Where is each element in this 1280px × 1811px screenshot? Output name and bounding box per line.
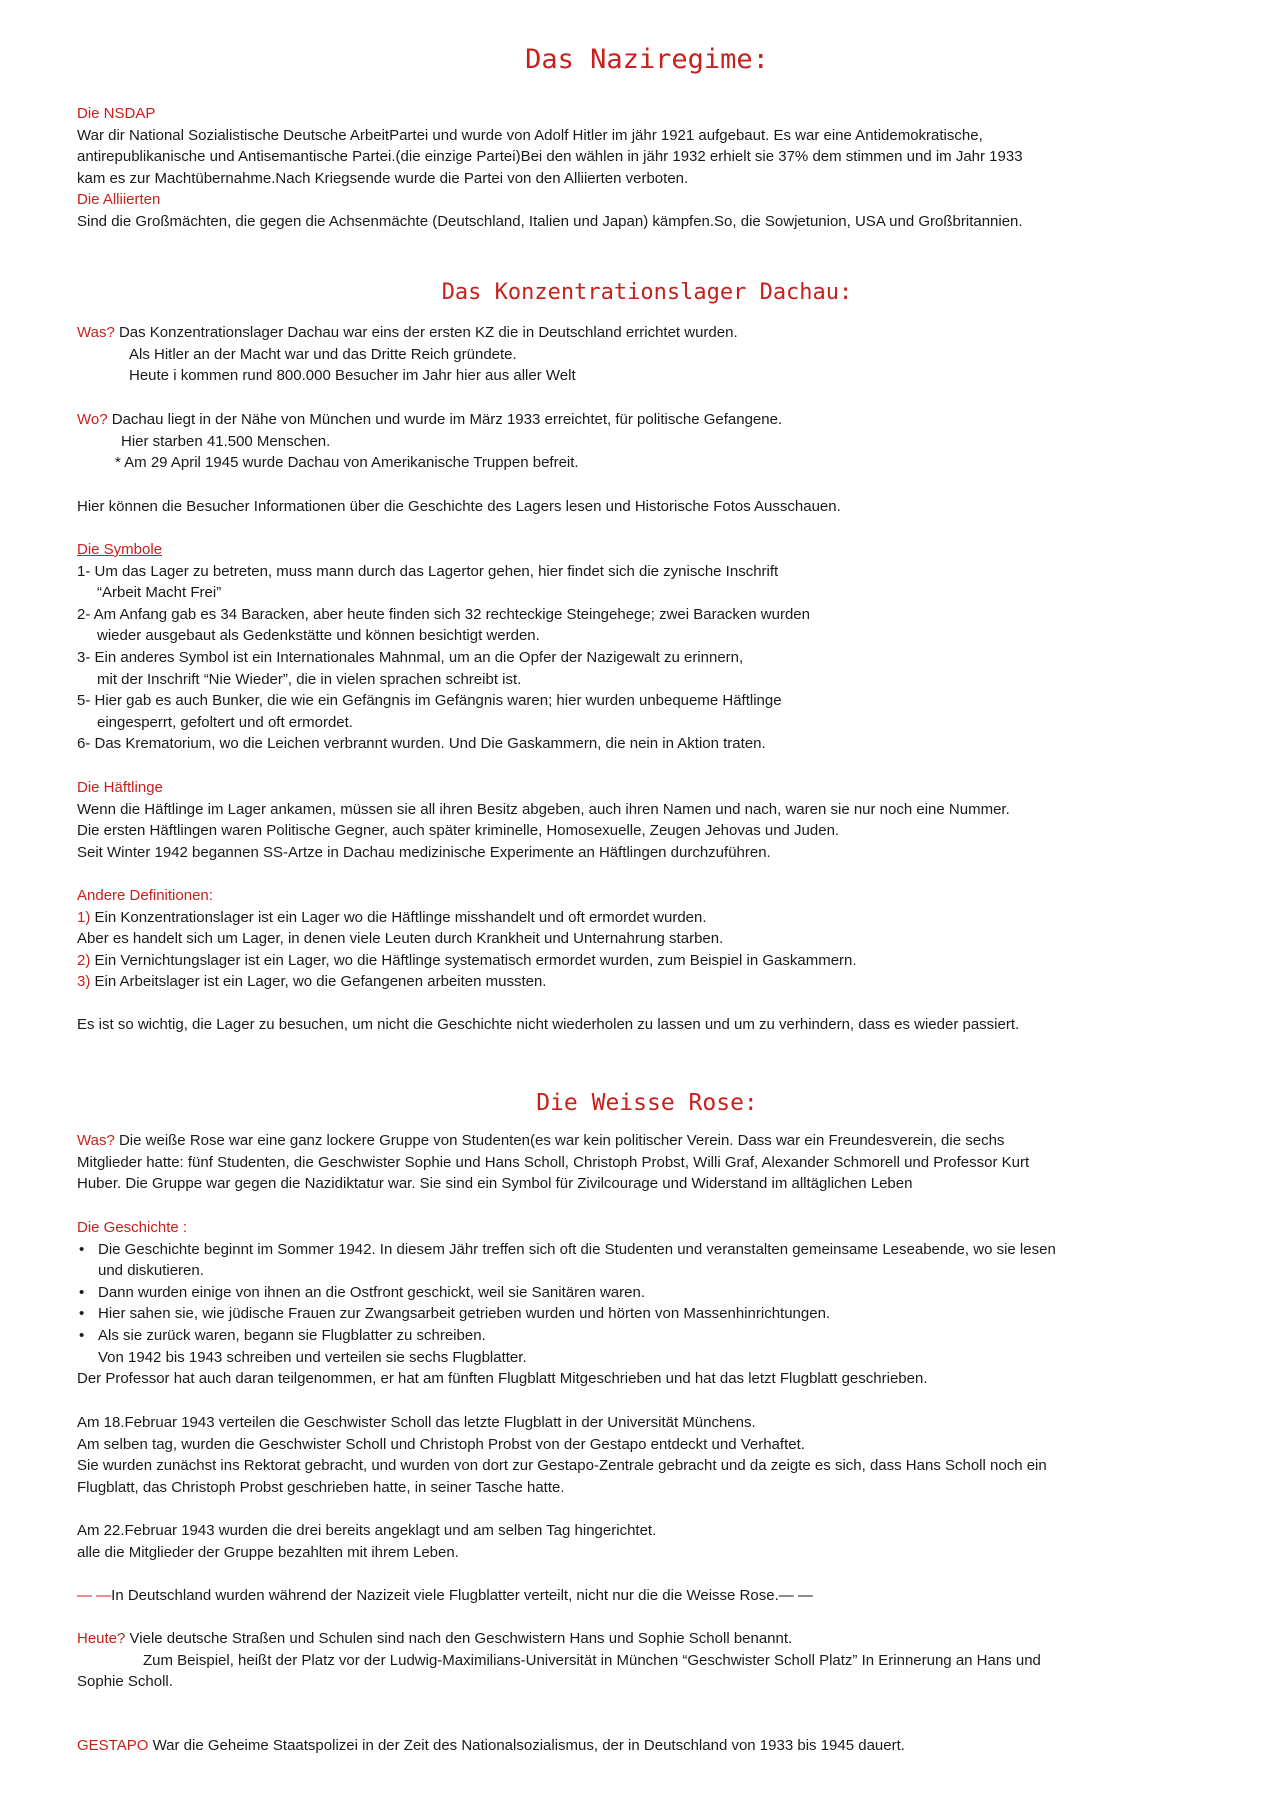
symbole-line-1: 1- Um das Lager zu betreten, muss mann durch das Lagertor gehen, hier findet sich die zynische Inschrift: [77, 562, 779, 580]
flugblatter-note-text: In Deutschland wurden während der Nazizeit viele Flugblatter verteilt, nicht nur die die Weisse Rose.: [111, 1587, 779, 1604]
nsdap-line-1: War dir National Sozialistische Deutsche ArbeitPartei und wurde von Adolf Hitler im jähr 1921 aufgebaut. Es war eine Antidemokratische,: [77, 126, 983, 144]
heute-line-2: Zum Beispiel, heißt der Platz vor der Ludwig-Maximilians-Universität in München “Geschwister Scholl Platz” In Erinnerung an Hans und: [143, 1651, 1041, 1669]
list-item: [77, 1303, 1217, 1325]
heute-text: Viele deutsche Straßen und Schulen sind nach den Geschwistern Hans und Sophie Scholl benannt.: [125, 1630, 793, 1647]
symbole-line-7: 5- Hier gab es auch Bunker, die wie ein Gefängnis im Gefängnis waren; hier wurden unbequeme Häftlinge: [77, 692, 782, 710]
gestapo-line: [77, 1735, 1217, 1757]
feb18-line-3: Sie wurden zunächst ins Rektorat gebracht, und wurden von dort zur Gestapo-Zentrale gebracht und da zeigte es sich, dass Hans Scholl noch ein: [77, 1457, 1047, 1475]
dachau-wo-line-2: Hier starben 41.500 Menschen.: [121, 432, 331, 450]
label-rose-was: Was?: [77, 1132, 115, 1149]
feb18-line-4: Flugblatt, das Christoph Probst geschrieben hatte, in seiner Tasche hatte.: [77, 1478, 565, 1496]
geschichte-bullet-4-continued: Von 1942 bis 1943 schreiben und verteilen sie sechs Flugblatter.: [98, 1348, 527, 1366]
bullet-icon: •: [79, 1283, 85, 1301]
definition-3: [77, 971, 1217, 993]
rose-was-line-3: Huber. Die Gruppe war gegen die Nazidiktatur war. Sie sind ein Symbol für Zivilcourage und Widerstand im alltäglichen Leben: [77, 1175, 913, 1193]
symbole-line-3: 2- Am Anfang gab es 34 Baracken, aber heute finden sich 32 rechteckige Steingehege; zwei Baracken wurden: [77, 605, 810, 623]
symbole-line-8: eingesperrt, gefoltert und oft ermordet.: [97, 713, 353, 731]
section-dachau-was: [77, 322, 1217, 387]
geschichte-bullet-1-continued: und diskutieren.: [98, 1262, 204, 1280]
list-item: [77, 1325, 1217, 1368]
section-haeftlinge: [77, 777, 1217, 863]
heute-line-3: Sophie Scholl.: [77, 1673, 173, 1691]
definition-1: [77, 907, 1217, 929]
symbole-line-5: 3- Ein anderes Symbol ist ein Internationales Mahnmal, um an die Opfer der Nazigewalt zu erinnern,: [77, 648, 744, 666]
section-nsdap: [77, 103, 1217, 233]
section-gestapo: [77, 1735, 1217, 1757]
dachau-was-line-2: Als Hitler an der Macht war und das Dritte Reich gründete.: [129, 345, 517, 363]
section-symbole: [77, 539, 1217, 755]
dash-left: — —: [77, 1587, 112, 1604]
definition-1-text: Ein Konzentrationslager ist ein Lager wo die Häftlinge misshandelt und oft ermordet wurden.: [90, 908, 707, 926]
symbole-line-9: 6- Das Krematorium, wo die Leichen verbrannt wurden. Und Die Gaskammern, die nein in Aktion traten.: [77, 735, 766, 753]
bullet-icon: •: [79, 1305, 85, 1323]
dash-right: — —: [778, 1587, 813, 1604]
symbole-line-4: wieder ausgebaut als Gedenkstätte und können besichtigt werden.: [97, 627, 540, 645]
symbole-line-2: “Arbeit Macht Frei”: [97, 584, 222, 602]
title-weisse-rose: Die Weisse Rose:: [536, 1090, 758, 1116]
section-rose-was: [77, 1130, 1217, 1195]
section-wichtig: [77, 1014, 1217, 1036]
dachau-was-line-3: Heute i kommen rund 800.000 Besucher im Jahr hier aus aller Welt: [129, 367, 576, 385]
haeftlinge-line-1: Wenn die Häftlinge im Lager ankamen, müssen sie all ihren Besitz abgeben, auch ihren Namen und nach, waren sie nur noch eine Nummer.: [77, 800, 1010, 818]
dachau-was-line-1: [77, 322, 1217, 344]
section-dachau-besucher: [77, 496, 1217, 518]
label-wo: Wo?: [77, 411, 108, 428]
definition-1-number: 1): [77, 908, 91, 926]
list-item: [77, 1282, 1217, 1304]
geschichte-bullet-4: Als sie zurück waren, begann sie Flugblatter zu schreiben.: [98, 1326, 486, 1344]
heading-symbole: Die Symbole: [77, 541, 163, 558]
geschichte-bullet-2: Dann wurden einige von ihnen an die Ostfront geschickt, weil sie Sanitären waren.: [98, 1283, 645, 1301]
section-flugblatter-note: [77, 1585, 1217, 1607]
feb18-line-2: Am selben tag, wurden die Geschwister Scholl und Christoph Probst von der Gestapo entdeckt und Verhaftet.: [77, 1435, 805, 1453]
haeftlinge-line-2: Die ersten Häftlingen waren Politische Gegner, auch später kriminelle, Homosexuelle, Zeugen Jehovas und Juden.: [77, 822, 840, 840]
dachau-was-text: Das Konzentrationslager Dachau war eins der ersten KZ die in Deutschland errichtet wurden.: [114, 324, 738, 341]
heute-line-1: [77, 1628, 1217, 1650]
feb22-line-1: Am 22.Februar 1943 wurden die drei bereits angeklagt und am selben Tag hingerichtet.: [77, 1522, 657, 1539]
dachau-besucher-text: Hier können die Besucher Informationen über die Geschichte des Lagers lesen und Historische Fotos Ausschauen.: [77, 498, 841, 515]
section-dachau-wo: [77, 409, 1217, 474]
bullet-icon: •: [79, 1326, 85, 1344]
rose-was-line-2: Mitglieder hatte: fünf Studenten, die Geschwister Sophie und Hans Scholl, Christoph Probst, Willi Graf, Alexander Schmorell und Professor Kurt: [77, 1153, 1030, 1171]
label-was: Was?: [77, 324, 115, 341]
definition-2: [77, 950, 1217, 972]
definition-2-text: Ein Vernichtungslager ist ein Lager, wo die Häftlinge systematisch ermordet wurden, zum Beispiel in Gaskammern.: [90, 951, 857, 969]
heading-haeftlinge: Die Häftlinge: [77, 779, 163, 796]
feb22-line-2: alle die Mitglieder der Gruppe bezahlten mit ihrem Leben.: [77, 1543, 459, 1561]
list-item: [77, 1239, 1217, 1282]
feb18-line-1: Am 18.Februar 1943 verteilen die Geschwister Scholl das letzte Flugblatt in der Universität Münchens.: [77, 1414, 756, 1431]
definition-1-continued: Aber es handelt sich um Lager, in denen viele Leuten durch Krankheit und Unternahrung starben.: [77, 930, 724, 948]
heading-nsdap: Die NSDAP: [77, 105, 156, 122]
heading-geschichte: Die Geschichte :: [77, 1219, 188, 1236]
nsdap-line-3: kam es zur Machtübernahme.Nach Kriegsende wurde die Partei von den Alliierten verboten.: [77, 169, 689, 187]
geschichte-bullet-3: Hier sahen sie, wie jüdische Frauen zur Zwangsarbeit getrieben wurden und hörten von Massenhinrichtungen.: [98, 1305, 831, 1323]
haeftlinge-line-3: Seit Winter 1942 begannen SS-Artze in Dachau medizinische Experimente an Häftlingen durchzuführen.: [77, 843, 771, 861]
heading-alliierten: Die Alliierten: [77, 191, 161, 209]
gestapo-text: War die Geheime Staatspolizei in der Zeit des Nationalsozialismus, der in Deutschland von 1933 bis 1945 dauert.: [148, 1737, 905, 1754]
section-definitionen: [77, 885, 1217, 993]
geschichte-professor: Der Professor hat auch daran teilgenommen, er hat am fünften Flugblatt Mitgeschrieben und hat das letzt Flugblatt geschrieben.: [77, 1370, 928, 1388]
dachau-wo-text: Dachau liegt in der Nähe von München und wurde im März 1933 erreichtet, für politische Gefangene.: [107, 411, 783, 428]
definition-3-text: Ein Arbeitslager ist ein Lager, wo die Gefangenen arbeiten mussten.: [90, 973, 547, 991]
symbole-line-6: mit der Inschrift “Nie Wieder”, die in vielen sprachen schreibt ist.: [97, 670, 522, 688]
dachau-wo-line-3: * Am 29 April 1945 wurde Dachau von Amerikanische Truppen befreit.: [115, 454, 579, 472]
nsdap-line-2: antirepublikanische und Antisemantische Partei.(die einzige Partei)Bei den wählen in jähr 1932 erhielt sie 37% dem stimmen und im Jahr 1933: [77, 148, 1023, 166]
section-22-februar: [77, 1520, 1217, 1563]
wichtig-text: Es ist so wichtig, die Lager zu besuchen, um nicht die Geschichte nicht wiederholen zu lassen und um zu verhindern, dass es wieder passiert.: [77, 1016, 1020, 1033]
definition-2-number: 2): [77, 951, 91, 969]
alliierten-line-1: Sind die Großmächten, die gegen die Achsenmächte (Deutschland, Italien und Japan) kämpfen.So, die Sowjetunion, USA und Großbritannien.: [77, 212, 1023, 230]
bullet-icon: •: [79, 1240, 85, 1258]
dachau-wo-line-1: [77, 409, 1217, 431]
heading-definitionen: Andere Definitionen:: [77, 887, 213, 904]
title-naziregime: Das Naziregime:: [525, 44, 769, 75]
section-18-februar: [77, 1412, 1217, 1498]
section-geschichte: [77, 1217, 1217, 1390]
rose-was-line-1: [77, 1130, 1217, 1152]
label-heute: Heute?: [77, 1630, 126, 1647]
title-dachau: Das Konzentrationslager Dachau:: [441, 280, 853, 305]
rose-was-text: Die weiße Rose war eine ganz lockere Gruppe von Studenten(es war kein politischer Verein. Dass war ein Freundesverein, die sechs: [114, 1132, 1005, 1149]
flugblatter-note: [77, 1585, 1217, 1607]
geschichte-bullet-1: Die Geschichte beginnt im Sommer 1942. In diesem Jähr treffen sich oft die Studenten und veranstalten gemeinsame Leseabende, wo sie lesen: [98, 1240, 1056, 1258]
section-heute: [77, 1628, 1217, 1693]
definition-3-number: 3): [77, 973, 91, 991]
label-gestapo: GESTAPO: [77, 1737, 149, 1754]
